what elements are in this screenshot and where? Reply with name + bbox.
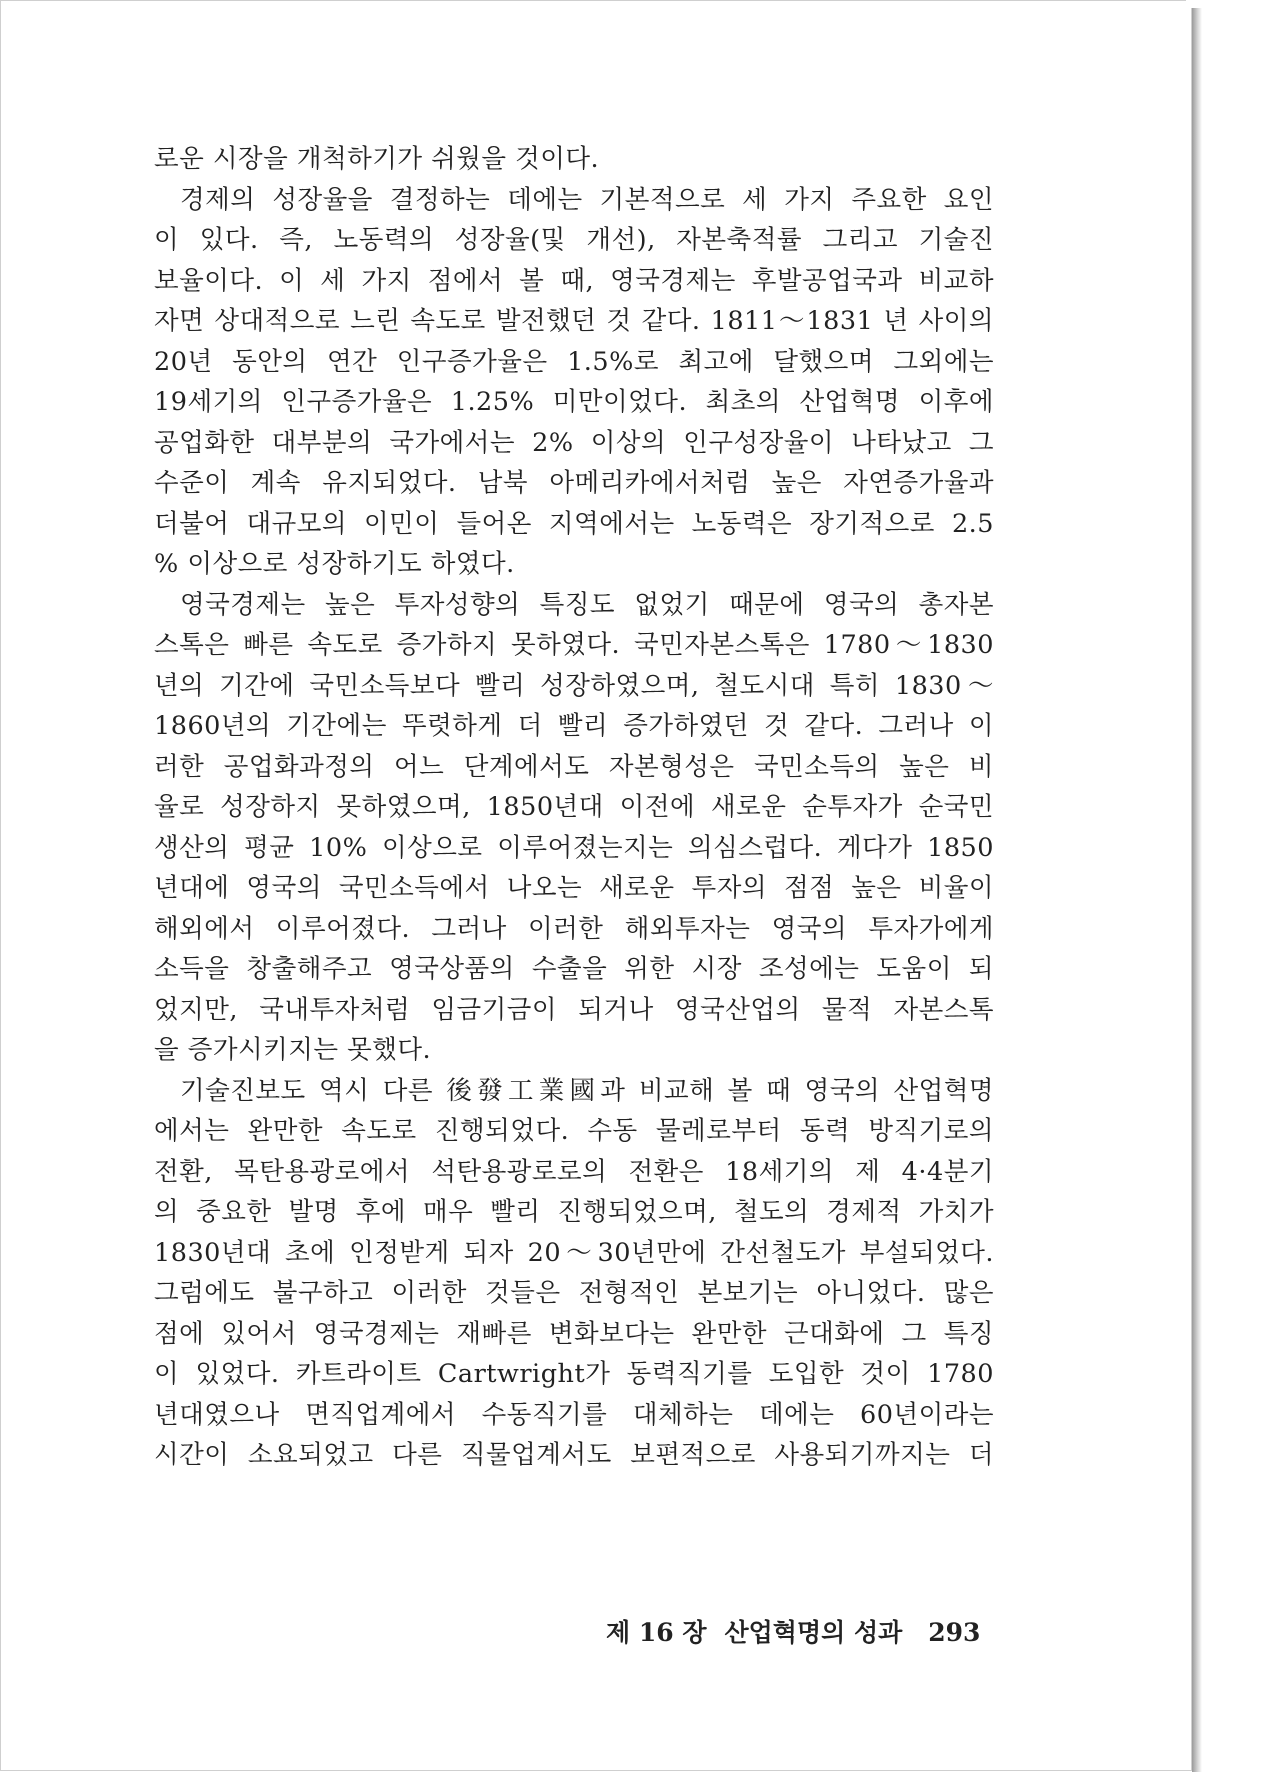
text-line: 율로 성장하지 못하였으며, 1850년대 이전에 새로운 순투자가 순국민 xyxy=(154,792,994,822)
paragraph-start-line: 영국경제는 높은 투자성향의 특징도 없었기 때문에 영국의 총자본 xyxy=(180,589,994,620)
text-line: 19세기의 인구증가율은 1.25% 미만이었다. 최초의 산업혁명 이후에 xyxy=(154,387,994,417)
text-line: 년의 기간에 국민소득보다 빨리 성장하였으며, 철도시대 특히 1830～ xyxy=(154,670,994,701)
chapter-title: 산업혁명의 성과 xyxy=(724,1618,903,1647)
text-line: 전환, 목탄용광로에서 석탄용광로로의 전환은 18세기의 제 4·4분기 xyxy=(154,1156,994,1187)
text-line: 더불어 대규모의 이민이 들어온 지역에서는 노동력은 장기적으로 2.5 xyxy=(154,508,994,539)
text-line: 로운 시장을 개척하기가 쉬웠을 것이다. xyxy=(154,144,600,174)
text-line: 의 중요한 발명 후에 매우 빨리 진행되었으며, 철도의 경제적 가치가 xyxy=(154,1197,994,1227)
text-line: 었지만, 국내투자처럼 임금기금이 되거나 영국산업의 물적 자본스톡 xyxy=(154,994,994,1025)
text-line: 시간이 소요되었고 다른 직물업계서도 보편적으로 사용되기까지는 더 xyxy=(154,1440,994,1470)
text-line: % 이상으로 성장하기도 하였다. xyxy=(154,549,515,579)
text-line: 보율이다. 이 세 가지 점에서 볼 때, 영국경제는 후발공업국과 비교하 xyxy=(154,265,994,296)
page-corner xyxy=(1186,0,1206,8)
text-line: 스톡은 빠른 속도로 증가하지 못하였다. 국민자본스톡은 1780～1830 xyxy=(154,630,994,660)
text-line: 점에 있어서 영국경제는 재빠른 변화보다는 완만한 근대화에 그 특징 xyxy=(154,1318,994,1349)
paragraph-start-line: 경제의 성장율을 결정하는 데에는 기본적으로 세 가지 주요한 요인 xyxy=(180,184,994,215)
paragraph-start-line: 기술진보도 역시 다른 後發工業國과 비교해 볼 때 영국의 산업혁명 xyxy=(180,1075,994,1106)
text-line: 년대에 영국의 국민소득에서 나오는 새로운 투자의 점점 높은 비율이 xyxy=(154,873,994,903)
text-line: 자면 상대적으로 느린 속도로 발전했던 것 같다. 1811～1831 년 사이의 xyxy=(154,306,994,336)
text-line: 이 있다. 즉, 노동력의 성장율(및 개선), 자본축적률 그리고 기술진 xyxy=(154,225,994,255)
text-line: 년대였으나 면직업계에서 수동직기를 대체하는 데에는 60년이라는 xyxy=(154,1399,994,1430)
page-edge-shadow xyxy=(1192,6,1202,1772)
body-text xyxy=(154,139,994,1476)
text-line: 러한 공업화과정의 어느 단계에서도 자본형성은 국민소득의 높은 비 xyxy=(154,751,994,782)
text-line: 해외에서 이루어졌다. 그러나 이러한 해외투자는 영국의 투자가에게 xyxy=(154,913,994,944)
text-line: 20년 동안의 연간 인구증가율은 1.5%로 최고에 달했으며 그외에는 xyxy=(154,346,994,377)
text-line: 이 있었다. 카트라이트 Cartwright가 동력직기를 도입한 것이 1780 xyxy=(154,1359,994,1389)
text-line: 1830년대 초에 인정받게 되자 20～30년만에 간선철도가 부설되었다. xyxy=(154,1237,994,1268)
chapter-label: 제 16 장 xyxy=(606,1618,707,1647)
page-number: 293 xyxy=(928,1618,981,1647)
text-line: 수준이 계속 유지되었다. 남북 아메리카에서처럼 높은 자연증가율과 xyxy=(154,468,994,498)
text-line: 소득을 창출해주고 영국상품의 수출을 위한 시장 조성에는 도움이 되 xyxy=(154,954,994,984)
running-footer xyxy=(606,1613,981,1649)
text-line: 에서는 완만한 속도로 진행되었다. 수동 물레로부터 동력 방직기로의 xyxy=(154,1116,994,1146)
text-line: 그럼에도 불구하고 이러한 것들은 전형적인 본보기는 아니었다. 많은 xyxy=(154,1278,994,1308)
text-line: 1860년의 기간에는 뚜렷하게 더 빨리 증가하였던 것 같다. 그러나 이 xyxy=(154,711,994,741)
text-line: 공업화한 대부분의 국가에서는 2% 이상의 인구성장율이 나타났고 그 xyxy=(154,427,994,458)
text-line: 생산의 평균 10% 이상으로 이루어졌는지는 의심스럽다. 게다가 1850 xyxy=(154,832,994,863)
text-line: 을 증가시키지는 못했다. xyxy=(154,1035,432,1065)
